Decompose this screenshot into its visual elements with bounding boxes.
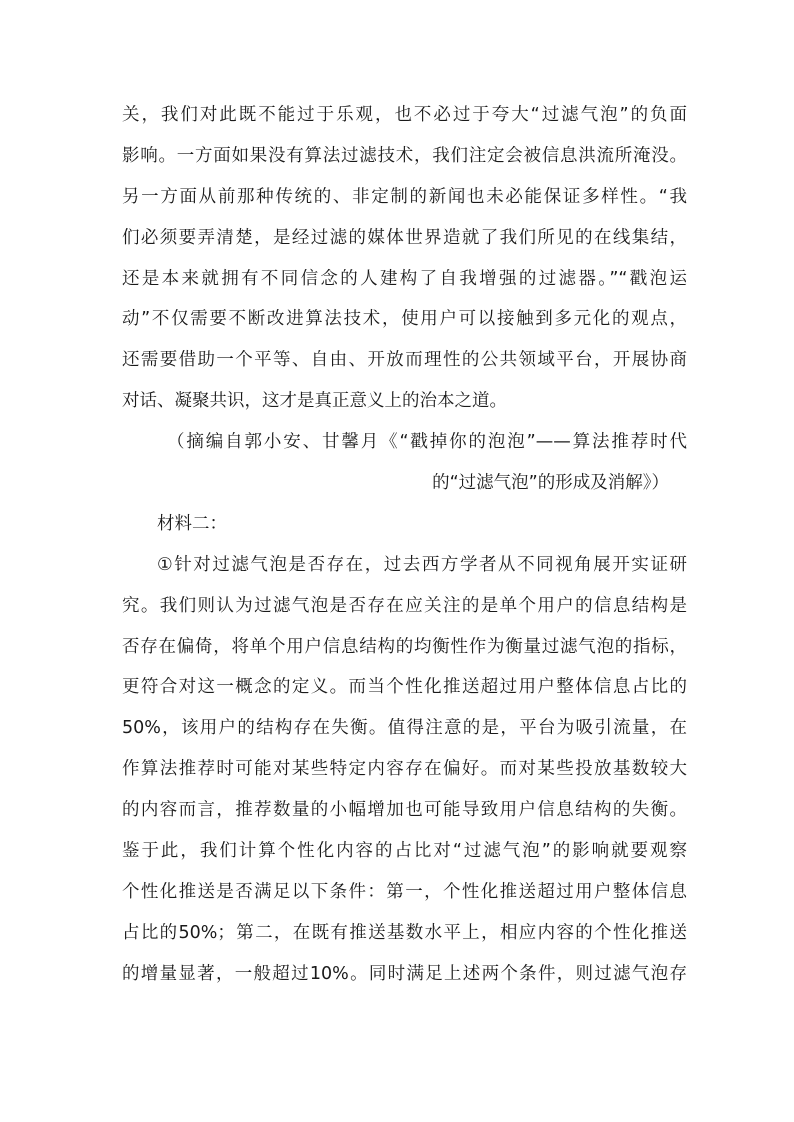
text-line: 还是本来就拥有不同信念的人建构了自我增强的过滤器。”“戳泡运 bbox=[122, 268, 687, 289]
text-line: 究。我们则认为过滤气泡是否存在应关注的是单个用户的信息结构是 bbox=[122, 595, 687, 616]
text-line: 鉴于此，我们计算个性化内容的占比对“过滤气泡”的影响就要观察 bbox=[122, 841, 687, 862]
text-line: 关，我们对此既不能过于乐观，也不必过于夸大“过滤气泡”的负面 bbox=[122, 105, 687, 125]
text-line: 个性化推送是否满足以下条件：第一，个性化推送超过用户整体信息 bbox=[122, 881, 687, 902]
text-line: 的内容而言，推荐数量的小幅增加也可能导致用户信息结构的失衡。 bbox=[122, 800, 687, 821]
text-line: 动”不仅需要不断改进算法技术，使用户可以接触到多元化的观点， bbox=[122, 309, 687, 330]
text-line: 对话、凝聚共识，这才是真正意义上的治本之道。 bbox=[122, 391, 507, 412]
text-line: 们必须要弄清楚，是经过滤的媒体世界造就了我们所见的在线集结， bbox=[122, 227, 687, 248]
source-citation: 的“过滤气泡”的形成及消解》） bbox=[432, 473, 669, 494]
section-heading: 材料二： bbox=[157, 513, 227, 534]
text-line: 否存在偏倚，将单个用户信息结构的均衡性作为衡量过滤气泡的指标， bbox=[122, 636, 687, 657]
text-line: 作算法推荐时可能对某些特定内容存在偏好。而对某些投放基数较大 bbox=[122, 759, 687, 780]
text-line: 还需要借助一个平等、自由、开放而理性的公共领域平台，开展协商 bbox=[122, 350, 687, 371]
source-citation: （摘编自郭小安、甘馨月《“戳掉你的泡泡”——算法推荐时代 bbox=[167, 432, 687, 453]
text-line: 更符合对这一概念的定义。而当个性化推送超过用户整体信息占比的 bbox=[122, 677, 687, 698]
text-line: ①针对过滤气泡是否存在，过去西方学者从不同视角展开实证研 bbox=[157, 554, 687, 575]
text-line: 50%，该用户的结构存在失衡。值得注意的是，平台为吸引流量，在 bbox=[122, 718, 687, 739]
text-line: 占比的50%；第二，在既有推送基数水平上，相应内容的个性化推送 bbox=[122, 922, 687, 943]
body-text bbox=[122, 95, 687, 995]
text-line: 影响。一方面如果没有算法过滤技术，我们注定会被信息洪流所淹没。 bbox=[122, 145, 687, 166]
text-line: 的增量显著，一般超过10%。同时满足上述两个条件，则过滤气泡存 bbox=[122, 963, 687, 984]
text-line: 另一方面从前那种传统的、非定制的新闻也未必能保证多样性。“我 bbox=[122, 186, 687, 207]
